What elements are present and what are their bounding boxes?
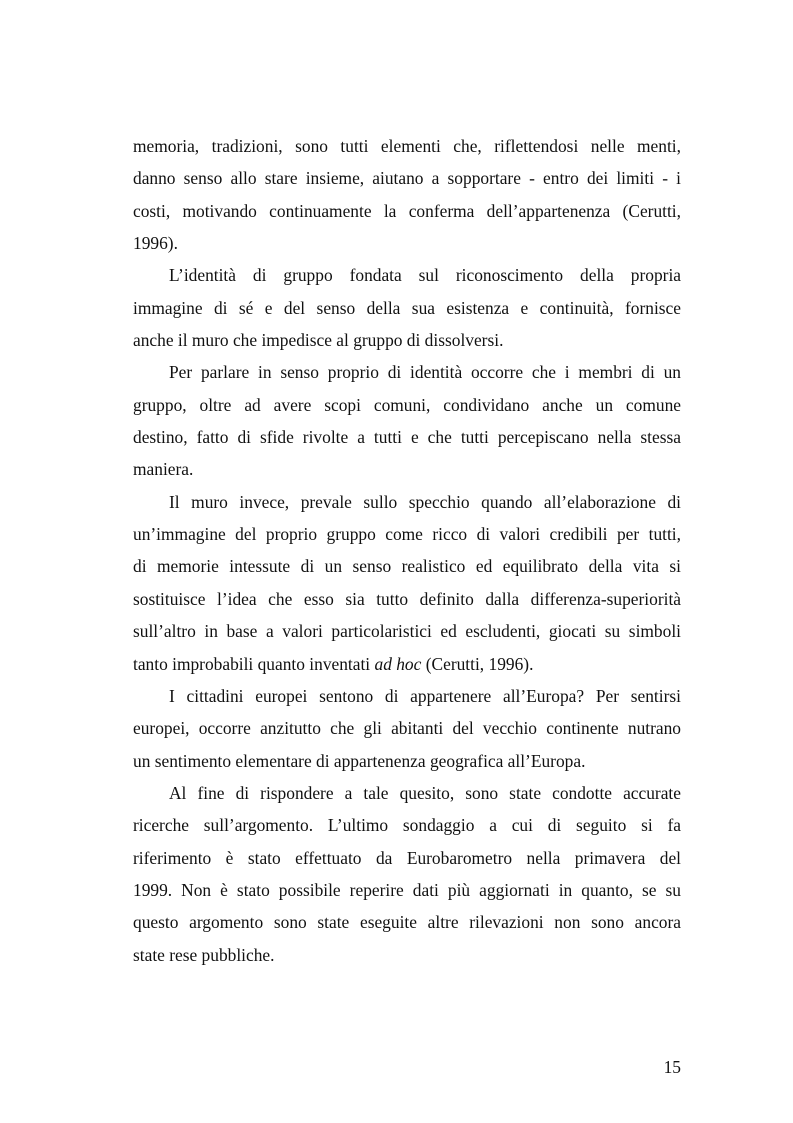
body-text bbox=[133, 130, 681, 971]
text-run: (Cerutti, 1996). bbox=[421, 653, 534, 674]
text-line: anche il muro che impedisce al gruppo di dissolversi. bbox=[133, 330, 504, 351]
text-line: state rese pubbliche. bbox=[133, 944, 275, 965]
text-line: maniera. bbox=[133, 459, 194, 480]
text-line: un sentimento elementare di appartenenza geografica all’Europa. bbox=[133, 750, 586, 771]
text-line: un’immagine del proprio gruppo come ricco di valori credibili per tutti, bbox=[133, 524, 681, 545]
text-line: I cittadini europei sentono di appartenere all’Europa? Per sentirsi bbox=[169, 685, 681, 706]
text-run: tanto improbabili quanto inventati bbox=[133, 653, 375, 674]
text-line: Al fine di rispondere a tale quesito, sono state condotte accurate bbox=[169, 782, 681, 803]
text-line: immagine di sé e del senso della sua esistenza e continuità, fornisce bbox=[133, 297, 681, 318]
text-line: Il muro invece, prevale sullo specchio quando all’elaborazione di bbox=[169, 491, 681, 512]
text-line: memoria, tradizioni, sono tutti elementi che, riflettendosi nelle menti, bbox=[133, 136, 681, 156]
text-line: 1999. Non è stato possibile reperire dati più aggiornati in quanto, se su bbox=[133, 879, 681, 900]
text-line: sull’altro in base a valori particolaristici ed escludenti, giocati su simboli bbox=[133, 621, 681, 642]
text-line: sostituisce l’idea che esso sia tutto definito dalla differenza-superiorità bbox=[133, 588, 681, 609]
text-line: riferimento è stato effettuato da Eurobarometro nella primavera del bbox=[133, 847, 681, 868]
text-line: destino, fatto di sfide rivolte a tutti e che tutti percepiscano nella stessa bbox=[133, 427, 681, 448]
text-line: gruppo, oltre ad avere scopi comuni, condividano anche un comune bbox=[133, 394, 681, 415]
page-number: 15 bbox=[663, 1057, 681, 1077]
text-line bbox=[133, 648, 681, 680]
text-line: di memorie intessute di un senso realistico ed equilibrato della vita si bbox=[133, 556, 681, 577]
text-line: L’identità di gruppo fondata sul riconoscimento della propria bbox=[169, 265, 681, 286]
text-line: costi, motivando continuamente la conferma dell’appartenenza (Cerutti, bbox=[133, 200, 681, 221]
text-line: danno senso allo stare insieme, aiutano a sopportare - entro dei limiti - i bbox=[133, 168, 681, 189]
text-line: europei, occorre anzitutto che gli abitanti del vecchio continente nutrano bbox=[133, 718, 681, 739]
italic-term: ad hoc bbox=[374, 653, 422, 674]
text-line: questo argomento sono state eseguite altre rilevazioni non sono ancora bbox=[133, 912, 681, 933]
text-line: ricerche sull’argomento. L’ultimo sondaggio a cui di seguito si fa bbox=[133, 815, 681, 836]
text-line: 1996). bbox=[133, 233, 178, 254]
text-line: Per parlare in senso proprio di identità occorre che i membri di un bbox=[169, 362, 681, 383]
